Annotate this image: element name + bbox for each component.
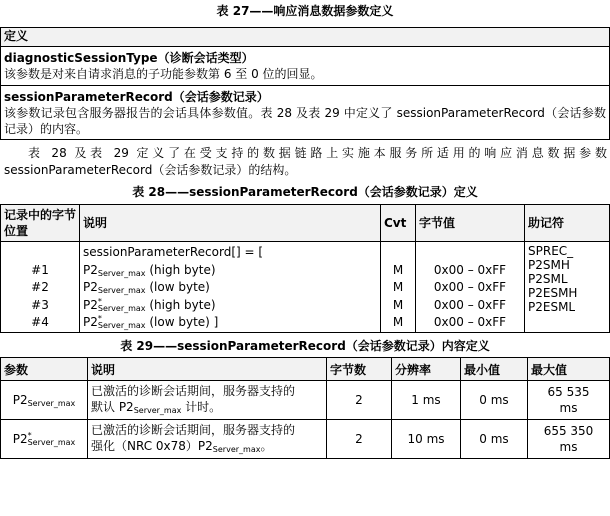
byte-value-cell: [416, 242, 525, 333]
table27-caption: 表 27——响应消息数据参数定义: [216, 4, 394, 18]
table29: [0, 357, 610, 459]
byte-position-cell: [1, 242, 80, 333]
col-parameter: 参数: [1, 357, 88, 380]
byte-position: #2: [31, 280, 49, 294]
record-field: $P2_{Server\_max}$ (low byte): [83, 280, 210, 295]
cvt-value: M: [392, 280, 404, 294]
col-min: 最小值: [461, 357, 528, 380]
col-bytes: 字节数: [327, 357, 392, 380]
resolution-cell: 10 ms: [392, 419, 461, 458]
byte-value: 0x00 – 0xFF: [433, 280, 507, 294]
mnemonic: P2SML: [528, 272, 568, 286]
record-head: sessionParameterRecord[] = [: [83, 245, 264, 259]
table27: [0, 27, 610, 140]
mnemonic: P2SMH: [528, 258, 570, 272]
byte-position: #4: [31, 315, 49, 329]
record-field: $P2^*_{Server\_max}$ (low byte) ]: [83, 314, 219, 330]
max-cell: 65 535 ms: [528, 380, 610, 419]
param-title: diagnosticSessionType（诊断会话类型）: [4, 51, 254, 65]
parameter-cell: $P2_{Server\_max}$: [1, 380, 88, 419]
col-byte-value: 字节值: [416, 205, 525, 242]
bytes-cell: 2: [327, 419, 392, 458]
bytes-cell: 2: [327, 380, 392, 419]
cvt-cell: [381, 242, 416, 333]
table28-header-row: [1, 205, 610, 242]
min-cell: 0 ms: [461, 419, 528, 458]
byte-value: 0x00 – 0xFF: [433, 315, 507, 329]
col-description: 说明: [80, 205, 381, 242]
table29-row: [1, 380, 610, 419]
param-title: sessionParameterRecord（会话参数记录）: [4, 90, 269, 104]
description-cell: 已激活的诊断会话期间，服务器支持的 强化（NRC $0x78)P2_{Server\_max}$。: [88, 419, 327, 458]
col-resolution: 分辨率: [392, 357, 461, 380]
mnemonic: P2ESMH: [528, 286, 578, 300]
col-mnemonic: 助记符: [525, 205, 610, 242]
table27-row: [1, 47, 610, 86]
resolution-cell: 1 ms: [392, 380, 461, 419]
description-cell: [80, 242, 381, 333]
table28-caption: 表 28——sessionParameterRecord（会话参数记录）定义: [132, 185, 478, 199]
byte-value: 0x00 – 0xFF: [433, 262, 507, 277]
cvt-value: M: [392, 262, 404, 277]
table29-row: [1, 419, 610, 458]
col-cvt: Cvt: [381, 205, 416, 242]
mnemonic: SPREC_: [528, 244, 574, 258]
cvt-value: M: [392, 297, 404, 312]
table29-caption: 表 29——sessionParameterRecord（会话参数记录）内容定义: [120, 338, 490, 353]
col-max: 最大值: [528, 357, 610, 380]
byte-value: 0x00 – 0xFF: [433, 297, 507, 312]
mnemonic-cell: [525, 242, 610, 333]
body-paragraph: 表 28 及表 29 定义了在受支持的数据链路上实施本服务所适用的响应消息数据参数 sessionParameterRecord（会话参数记录）的结构。: [4, 146, 607, 177]
record-field: $P2^*_{Server\_max}$ (high byte): [83, 296, 216, 313]
table29-header-row: [1, 357, 610, 380]
description-cell: 已激活的诊断会话期间，服务器支持的 默认 $P2_{Server\_max}$ 计时。: [88, 380, 327, 419]
byte-position: #1: [31, 262, 49, 277]
col-description: 说明: [88, 357, 327, 380]
param-description: 该参数是对来自请求消息的子功能参数第 6 至 0 位的回显。: [4, 67, 323, 81]
min-cell: 0 ms: [461, 380, 528, 419]
table27-header: 定义: [1, 28, 610, 47]
parameter-cell: $P2^*_{Server\_max}$: [1, 419, 88, 458]
param-description: 该参数记录包含服务器报告的会话具体参数值。表 28 及表 29 中定义了 sessionParameterRecord（会话参数记录）的内容。: [4, 106, 606, 136]
table28: [0, 204, 610, 333]
table28-body: [1, 242, 610, 333]
byte-position: #3: [31, 297, 49, 312]
max-cell: 655 350 ms: [528, 419, 610, 458]
table27-row: [1, 86, 610, 140]
mnemonic: P2ESML: [528, 300, 576, 314]
col-byte-position: 记录中的字节位置: [1, 205, 80, 242]
cvt-value: M: [392, 315, 404, 329]
record-field: $P2_{Server\_max}$ (high byte): [83, 262, 216, 278]
